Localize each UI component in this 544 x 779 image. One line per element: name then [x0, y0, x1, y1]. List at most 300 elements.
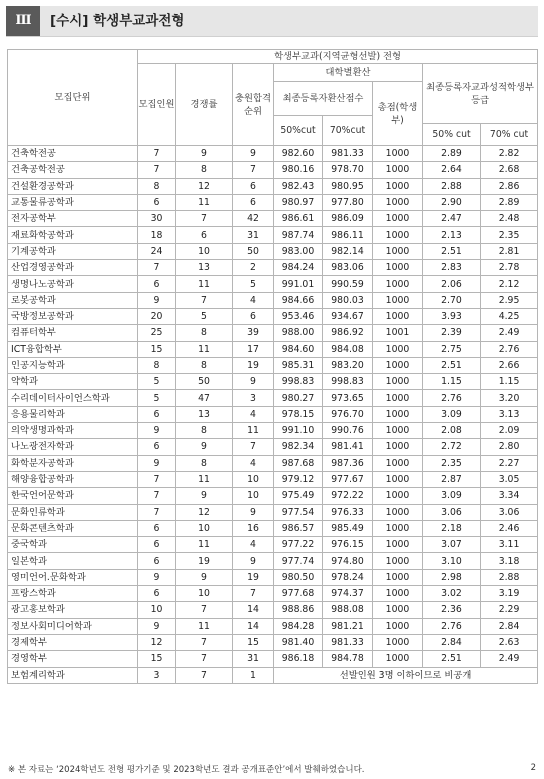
- cell-c50: 988.86: [274, 602, 323, 618]
- table-row: [8, 178, 538, 194]
- cell-g50: 2.72: [423, 439, 481, 455]
- cell-c50: 953.46: [274, 308, 323, 324]
- cell-g70: 2.82: [481, 146, 538, 162]
- cell-dept: 컴퓨터학부: [8, 325, 138, 341]
- cell-g50: 3.09: [423, 406, 481, 422]
- cell-quota: 9: [138, 292, 176, 308]
- cell-ratio: 8: [176, 357, 233, 373]
- cell-c70: 983.06: [323, 260, 373, 276]
- table-row: [8, 569, 538, 585]
- cell-g50: 3.10: [423, 553, 481, 569]
- cell-c70: 984.78: [323, 651, 373, 667]
- table-row: [8, 146, 538, 162]
- table-row: [8, 243, 538, 259]
- cell-quota: 7: [138, 146, 176, 162]
- cell-g70: 2.46: [481, 520, 538, 536]
- table-row: [8, 162, 538, 178]
- cell-g50: 1.15: [423, 374, 481, 390]
- cell-c70: 978.24: [323, 569, 373, 585]
- cell-c50: 980.16: [274, 162, 323, 178]
- cell-g50: 2.84: [423, 634, 481, 650]
- cell-dept: 광고홍보학과: [8, 602, 138, 618]
- cell-quota: 6: [138, 406, 176, 422]
- cell-dept: 기계공학과: [8, 243, 138, 259]
- cell-c50: 998.83: [274, 374, 323, 390]
- cell-c50: 980.97: [274, 194, 323, 210]
- cell-g70: 2.95: [481, 292, 538, 308]
- cell-total: 1000: [373, 586, 423, 602]
- cell-dept: 교통물류공학과: [8, 194, 138, 210]
- cell-c50: 986.61: [274, 211, 323, 227]
- cell-g70: 2.49: [481, 651, 538, 667]
- cell-dept: 수리데이터사이언스학과: [8, 390, 138, 406]
- cell-g70: 2.49: [481, 325, 538, 341]
- cell-ratio: 6: [176, 227, 233, 243]
- cell-ratio: 9: [176, 146, 233, 162]
- cell-dept: 건축학전공: [8, 146, 138, 162]
- cell-quota: 7: [138, 488, 176, 504]
- cell-g50: 2.87: [423, 471, 481, 487]
- header-conv-50: 50%cut: [274, 116, 323, 146]
- cell-total: 1000: [373, 651, 423, 667]
- cell-c50: 984.60: [274, 341, 323, 357]
- cell-rank: 42: [233, 211, 274, 227]
- cell-dept: 경영학부: [8, 651, 138, 667]
- header-conv-70: 70%cut: [323, 116, 373, 146]
- cell-dept: 정보사회미디어학과: [8, 618, 138, 634]
- cell-rank: 15: [233, 634, 274, 650]
- cell-c70: 980.03: [323, 292, 373, 308]
- cell-dept: 의약생명과학과: [8, 423, 138, 439]
- cell-rank: 19: [233, 569, 274, 585]
- table-row: [8, 374, 538, 390]
- table-row: [8, 390, 538, 406]
- cell-g70: 2.66: [481, 357, 538, 373]
- cell-g70: 2.48: [481, 211, 538, 227]
- cell-ratio: 11: [176, 341, 233, 357]
- header-total: 총점(학생부): [373, 82, 423, 146]
- cell-c50: 982.43: [274, 178, 323, 194]
- cell-c50: 984.28: [274, 618, 323, 634]
- cell-rank: 17: [233, 341, 274, 357]
- page-title: [수시] 학생부교과전형: [50, 13, 185, 29]
- cell-ratio: 5: [176, 308, 233, 324]
- cell-rank: 7: [233, 586, 274, 602]
- cell-g70: 2.63: [481, 634, 538, 650]
- cell-g70: 2.12: [481, 276, 538, 292]
- cell-g70: 2.84: [481, 618, 538, 634]
- cell-g50: 2.98: [423, 569, 481, 585]
- cell-g50: 2.75: [423, 341, 481, 357]
- cell-quota: 30: [138, 211, 176, 227]
- cell-c50: 981.40: [274, 634, 323, 650]
- header-univ-conv: 대학별환산: [274, 64, 423, 82]
- cell-dept: 재료화학공학과: [8, 227, 138, 243]
- cell-g50: 2.47: [423, 211, 481, 227]
- table-row: [8, 406, 538, 422]
- cell-quota: 20: [138, 308, 176, 324]
- cell-c50: 982.34: [274, 439, 323, 455]
- header-grade-70: 70% cut: [481, 124, 538, 146]
- cell-rank: 50: [233, 243, 274, 259]
- cell-g70: 3.20: [481, 390, 538, 406]
- cell-g50: 2.13: [423, 227, 481, 243]
- table-row: [8, 586, 538, 602]
- cell-total: 1000: [373, 357, 423, 373]
- cell-rank: 4: [233, 406, 274, 422]
- cell-dept: 경제학부: [8, 634, 138, 650]
- cell-total: 1000: [373, 553, 423, 569]
- cell-g70: 2.88: [481, 569, 538, 585]
- cell-dept: ICT융합학부: [8, 341, 138, 357]
- cell-c70: 981.21: [323, 618, 373, 634]
- cell-dept: 건축공학전공: [8, 162, 138, 178]
- cell-rank: 16: [233, 520, 274, 536]
- table-row: [8, 227, 538, 243]
- cell-total: 1000: [373, 292, 423, 308]
- cell-c70: 977.80: [323, 194, 373, 210]
- cell-total: 1000: [373, 488, 423, 504]
- cell-ratio: 7: [176, 211, 233, 227]
- cell-g50: 2.76: [423, 390, 481, 406]
- cell-dept: 프랑스학과: [8, 586, 138, 602]
- cell-g50: 2.18: [423, 520, 481, 536]
- header-ratio: 경쟁률: [176, 64, 233, 146]
- cell-g50: 2.64: [423, 162, 481, 178]
- cell-quota: 7: [138, 504, 176, 520]
- cell-c50: 987.74: [274, 227, 323, 243]
- cell-quota: 5: [138, 390, 176, 406]
- cell-g70: 2.27: [481, 455, 538, 471]
- cell-c70: 986.11: [323, 227, 373, 243]
- cell-total: 1000: [373, 634, 423, 650]
- table-row: [8, 651, 538, 667]
- cell-g70: 3.34: [481, 488, 538, 504]
- cell-rank: 5: [233, 276, 274, 292]
- cell-c70: 985.49: [323, 520, 373, 536]
- cell-c50: 977.74: [274, 553, 323, 569]
- table-row: [8, 537, 538, 553]
- cell-total: 1000: [373, 243, 423, 259]
- cell-g70: 3.18: [481, 553, 538, 569]
- cell-total: 1000: [373, 471, 423, 487]
- cell-quota: 24: [138, 243, 176, 259]
- cell-g50: 2.08: [423, 423, 481, 439]
- table-row: [8, 439, 538, 455]
- cell-quota: 7: [138, 260, 176, 276]
- cell-c70: 986.09: [323, 211, 373, 227]
- cell-quota: 6: [138, 520, 176, 536]
- cell-total: 1000: [373, 374, 423, 390]
- cell-c70: 982.14: [323, 243, 373, 259]
- cell-c70: 983.20: [323, 357, 373, 373]
- cell-total: 1000: [373, 618, 423, 634]
- cell-g70: 2.68: [481, 162, 538, 178]
- cell-total: 1000: [373, 423, 423, 439]
- cell-c70: 981.41: [323, 439, 373, 455]
- cell-g50: 2.89: [423, 146, 481, 162]
- cell-g50: 2.06: [423, 276, 481, 292]
- cell-ratio: 19: [176, 553, 233, 569]
- cell-total: 1000: [373, 520, 423, 536]
- cell-g70: 3.11: [481, 537, 538, 553]
- cell-quota: 9: [138, 423, 176, 439]
- cell-ratio: 11: [176, 276, 233, 292]
- cell-quota: 6: [138, 537, 176, 553]
- cell-c50: 977.22: [274, 537, 323, 553]
- cell-c50: 977.54: [274, 504, 323, 520]
- cell-ratio: 11: [176, 194, 233, 210]
- cell-ratio: 12: [176, 178, 233, 194]
- cell-dept: 문화콘텐츠학과: [8, 520, 138, 536]
- table-row: [8, 211, 538, 227]
- section-numeral: III: [6, 6, 40, 36]
- table-row: [8, 260, 538, 276]
- header-quota: 모집인원: [138, 64, 176, 146]
- cell-quota: 6: [138, 553, 176, 569]
- header-grade-50: 50% cut: [423, 124, 481, 146]
- cell-g70: 2.81: [481, 243, 538, 259]
- cell-rank: 10: [233, 471, 274, 487]
- cell-ratio: 47: [176, 390, 233, 406]
- cell-quota: 7: [138, 471, 176, 487]
- cell-rank: 3: [233, 390, 274, 406]
- cell-c70: 976.70: [323, 406, 373, 422]
- cell-dept: 화학분자공학과: [8, 455, 138, 471]
- cell-ratio: 7: [176, 602, 233, 618]
- cell-total: 1000: [373, 227, 423, 243]
- cell-rank: 9: [233, 374, 274, 390]
- cell-c50: 977.68: [274, 586, 323, 602]
- table-row: [8, 618, 538, 634]
- cell-g50: 2.39: [423, 325, 481, 341]
- cell-quota: 15: [138, 651, 176, 667]
- cell-rank: 2: [233, 260, 274, 276]
- table-row: [8, 341, 538, 357]
- cell-ratio: 8: [176, 423, 233, 439]
- cell-dept: 해양융합공학과: [8, 471, 138, 487]
- cell-dept: 나노광전자학과: [8, 439, 138, 455]
- cell-c70: 990.59: [323, 276, 373, 292]
- cell-g70: 3.13: [481, 406, 538, 422]
- cell-ratio: 50: [176, 374, 233, 390]
- table-row: [8, 504, 538, 520]
- table-row: [8, 471, 538, 487]
- cell-ratio: 10: [176, 243, 233, 259]
- table-row: [8, 325, 538, 341]
- cell-g70: 2.89: [481, 194, 538, 210]
- cell-quota: 9: [138, 569, 176, 585]
- cell-quota: 15: [138, 341, 176, 357]
- cell-quota: 3: [138, 667, 176, 683]
- cell-c70: 988.08: [323, 602, 373, 618]
- cell-total: 1000: [373, 211, 423, 227]
- cell-rank: 9: [233, 504, 274, 520]
- cell-quota: 18: [138, 227, 176, 243]
- table-row: [8, 634, 538, 650]
- section-header: [6, 6, 538, 37]
- cell-g50: 2.90: [423, 194, 481, 210]
- cell-total: 1000: [373, 406, 423, 422]
- cell-rank: 9: [233, 553, 274, 569]
- table-row: [8, 292, 538, 308]
- cell-quota: 8: [138, 357, 176, 373]
- cell-dept: 한국언어문학과: [8, 488, 138, 504]
- cell-ratio: 8: [176, 162, 233, 178]
- cell-c50: 980.27: [274, 390, 323, 406]
- cell-rank: 7: [233, 162, 274, 178]
- cell-g70: 2.29: [481, 602, 538, 618]
- cell-c70: 934.67: [323, 308, 373, 324]
- cell-total: 1000: [373, 602, 423, 618]
- cell-rank: 7: [233, 439, 274, 455]
- cell-ratio: 7: [176, 292, 233, 308]
- cell-c70: 984.08: [323, 341, 373, 357]
- cell-undisclosed-note: 선발인원 3명 이하이므로 비공개: [274, 667, 538, 683]
- cell-g50: 3.02: [423, 586, 481, 602]
- cell-rank: 6: [233, 308, 274, 324]
- cell-c50: 978.15: [274, 406, 323, 422]
- header-final-grade: 최종등록자교과성적학생부등급: [423, 64, 538, 124]
- cell-g50: 2.70: [423, 292, 481, 308]
- cell-quota: 7: [138, 162, 176, 178]
- cell-dept: 국방정보공학과: [8, 308, 138, 324]
- cell-total: 1001: [373, 325, 423, 341]
- cell-dept: 영미언어.문화학과: [8, 569, 138, 585]
- footnote: ※ 본 자료는 ‘2024학년도 전형 평가기준 및 2023학년도 결과 공개표준안’에서 발췌하였습니다.: [8, 765, 365, 775]
- cell-rank: 19: [233, 357, 274, 373]
- cell-c50: 975.49: [274, 488, 323, 504]
- table-row: [8, 455, 538, 471]
- cell-rank: 31: [233, 227, 274, 243]
- cell-ratio: 7: [176, 634, 233, 650]
- cell-g50: 2.76: [423, 618, 481, 634]
- cell-c70: 990.76: [323, 423, 373, 439]
- cell-dept: 생명나노공학과: [8, 276, 138, 292]
- cell-c50: 988.00: [274, 325, 323, 341]
- cell-ratio: 7: [176, 667, 233, 683]
- cell-ratio: 9: [176, 488, 233, 504]
- cell-dept: 중국학과: [8, 537, 138, 553]
- cell-c70: 986.92: [323, 325, 373, 341]
- cell-g70: 3.19: [481, 586, 538, 602]
- cell-c50: 986.57: [274, 520, 323, 536]
- cell-dept: 건설환경공학과: [8, 178, 138, 194]
- cell-quota: 8: [138, 178, 176, 194]
- cell-total: 1000: [373, 308, 423, 324]
- cell-dept: 산업경영공학과: [8, 260, 138, 276]
- cell-dept: 일본학과: [8, 553, 138, 569]
- cell-ratio: 10: [176, 520, 233, 536]
- cell-ratio: 10: [176, 586, 233, 602]
- cell-total: 1000: [373, 537, 423, 553]
- cell-c70: 978.70: [323, 162, 373, 178]
- cell-g50: 2.51: [423, 651, 481, 667]
- table-row: [8, 194, 538, 210]
- cell-c70: 981.33: [323, 146, 373, 162]
- cell-rank: 6: [233, 178, 274, 194]
- cell-g70: 2.35: [481, 227, 538, 243]
- cell-g50: 2.35: [423, 455, 481, 471]
- table-row: [8, 553, 538, 569]
- cell-c50: 991.10: [274, 423, 323, 439]
- cell-c70: 974.80: [323, 553, 373, 569]
- cell-rank: 10: [233, 488, 274, 504]
- cell-c50: 986.18: [274, 651, 323, 667]
- cell-total: 1000: [373, 260, 423, 276]
- cell-c70: 973.65: [323, 390, 373, 406]
- cell-rank: 4: [233, 455, 274, 471]
- cell-rank: 9: [233, 146, 274, 162]
- table-row: [8, 423, 538, 439]
- cell-c70: 981.33: [323, 634, 373, 650]
- cell-rank: 4: [233, 292, 274, 308]
- cell-c50: 991.01: [274, 276, 323, 292]
- cell-ratio: 9: [176, 439, 233, 455]
- cell-g70: 3.06: [481, 504, 538, 520]
- cell-ratio: 8: [176, 325, 233, 341]
- cell-quota: 10: [138, 602, 176, 618]
- cell-g50: 3.93: [423, 308, 481, 324]
- cell-c50: 985.31: [274, 357, 323, 373]
- cell-g70: 4.25: [481, 308, 538, 324]
- results-table: [7, 49, 538, 684]
- cell-rank: 14: [233, 618, 274, 634]
- cell-c50: 984.66: [274, 292, 323, 308]
- cell-c70: 974.37: [323, 586, 373, 602]
- cell-g50: 3.07: [423, 537, 481, 553]
- cell-dept: 약학과: [8, 374, 138, 390]
- cell-g50: 2.51: [423, 243, 481, 259]
- cell-rank: 31: [233, 651, 274, 667]
- table-row: [8, 357, 538, 373]
- cell-total: 1000: [373, 439, 423, 455]
- cell-quota: 6: [138, 439, 176, 455]
- cell-c50: 979.12: [274, 471, 323, 487]
- cell-total: 1000: [373, 390, 423, 406]
- cell-c70: 972.22: [323, 488, 373, 504]
- cell-g70: 2.09: [481, 423, 538, 439]
- cell-quota: 9: [138, 618, 176, 634]
- cell-c50: 987.68: [274, 455, 323, 471]
- cell-total: 1000: [373, 194, 423, 210]
- cell-c70: 976.33: [323, 504, 373, 520]
- cell-total: 1000: [373, 178, 423, 194]
- cell-dept: 문화인류학과: [8, 504, 138, 520]
- cell-total: 1000: [373, 276, 423, 292]
- cell-quota: 6: [138, 586, 176, 602]
- cell-rank: 39: [233, 325, 274, 341]
- cell-rank: 1: [233, 667, 274, 683]
- cell-ratio: 8: [176, 455, 233, 471]
- table-row: [8, 602, 538, 618]
- cell-rank: 4: [233, 537, 274, 553]
- cell-c50: 983.00: [274, 243, 323, 259]
- cell-quota: 9: [138, 455, 176, 471]
- cell-g70: 3.05: [481, 471, 538, 487]
- cell-total: 1000: [373, 162, 423, 178]
- cell-rank: 14: [233, 602, 274, 618]
- cell-g70: 2.80: [481, 439, 538, 455]
- cell-rank: 6: [233, 194, 274, 210]
- table-row: [8, 667, 538, 683]
- cell-c50: 984.24: [274, 260, 323, 276]
- cell-g50: 2.83: [423, 260, 481, 276]
- cell-total: 1000: [373, 146, 423, 162]
- cell-ratio: 12: [176, 504, 233, 520]
- header-group: 학생부교과(지역균형선발) 전형: [138, 50, 538, 64]
- table-row: [8, 488, 538, 504]
